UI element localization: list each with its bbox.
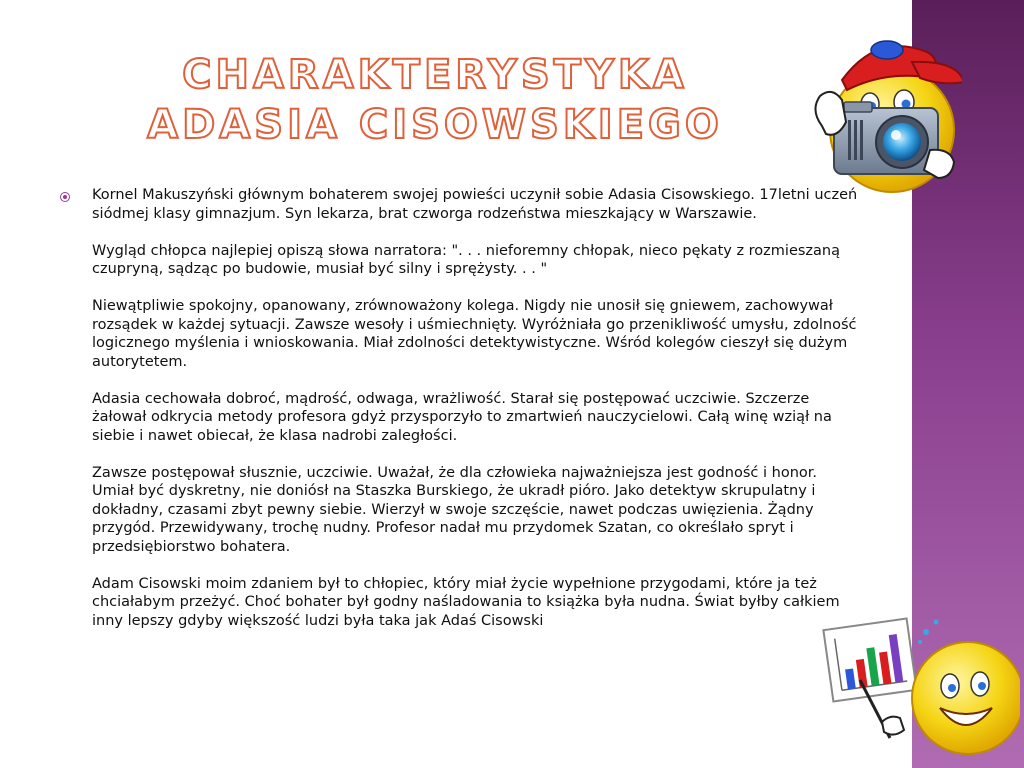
slide-title [100, 50, 770, 150]
content-list-item [60, 186, 860, 630]
smiley-with-chart-icon [820, 610, 1020, 768]
paragraph-opinion: Adam Cisowski moim zdaniem był to chłopiec, który miał życie wypełnione przygodami, które ja też chciałabym przeżyć. Choć bohater był godny naśladowania to książka była nudna. Świat byłby całkiem inny lepszy gdyby większość ludzi była taka jak Adaś Cisowski [92, 575, 840, 629]
paragraph-personality: Niewątpliwie spokojny, opanowany, zrównoważony kolega. Nigdy nie unosił się gniewem, zachowywał rozsądek w każdej sytuacji. Zawsze wesoły i uśmiechnięty. Wyróżniała go przenikliwość umysłu, zdolność logicznego myślenia i wnioskowania. Miał zdolności detektywistyczne. Wśród kolegów cieszył się dużym autorytetem. [92, 298, 857, 370]
slide-title-line-1: CHARAKTERYSTYKA [182, 52, 688, 98]
paragraph-intro: Kornel Makuszyński głównym bohaterem swojej powieści uczynił sobie Adasia Cisowskiego. 17letni uczeń siódmej klasy gimnazjum. Syn lekarza, brat czworga rodzeństwa mieszkający w Warszawie. [92, 187, 858, 222]
content-list [60, 186, 860, 630]
paragraph-appearance: Wygląd chłopca najlepiej opiszą słowa narratora: ". . . nieforemny chłopak, nieco pękaty z rozmieszaną czupryną, sądząc po budowie, musiał być silny i sprężysty. . . " [92, 242, 840, 277]
smiley-with-camera-icon [792, 30, 962, 210]
paragraph-virtues: Adasia cechowała dobroć, mądrość, odwaga, wrażliwość. Starał się postępować uczciwie. Szczerze żałował odkrycia metody profesora gdyż przysporzyło to zmartwień nauczycielowi. Całą winę wziął na siebie i nawet obiecał, że klasa nadrobi zaległości. [92, 390, 832, 444]
paragraph-behavior: Zawsze postępował słusznie, uczciwie. Uważał, że dla człowieka najważniejsza jest godność i honor. Umiał być dyskretny, nie doniósł na Staszka Burskiego, że ukradł pióro. Jako detektyw skrupulatny i dokładny, czasami zbyt pewny siebie. Wierzył w swoje szczęście, nawet podczas uwięzienia. Żądny przygód. Przewidywany, trochę nudny. Profesor nadał mu przydomek Szatan, co określało spryt i przedsiębiorstwo bohatera. [92, 464, 817, 555]
text-block [92, 186, 860, 630]
target-bullet-icon [60, 192, 70, 202]
slide-title-line-2: ADASIA CISOWSKIEGO [147, 102, 723, 148]
